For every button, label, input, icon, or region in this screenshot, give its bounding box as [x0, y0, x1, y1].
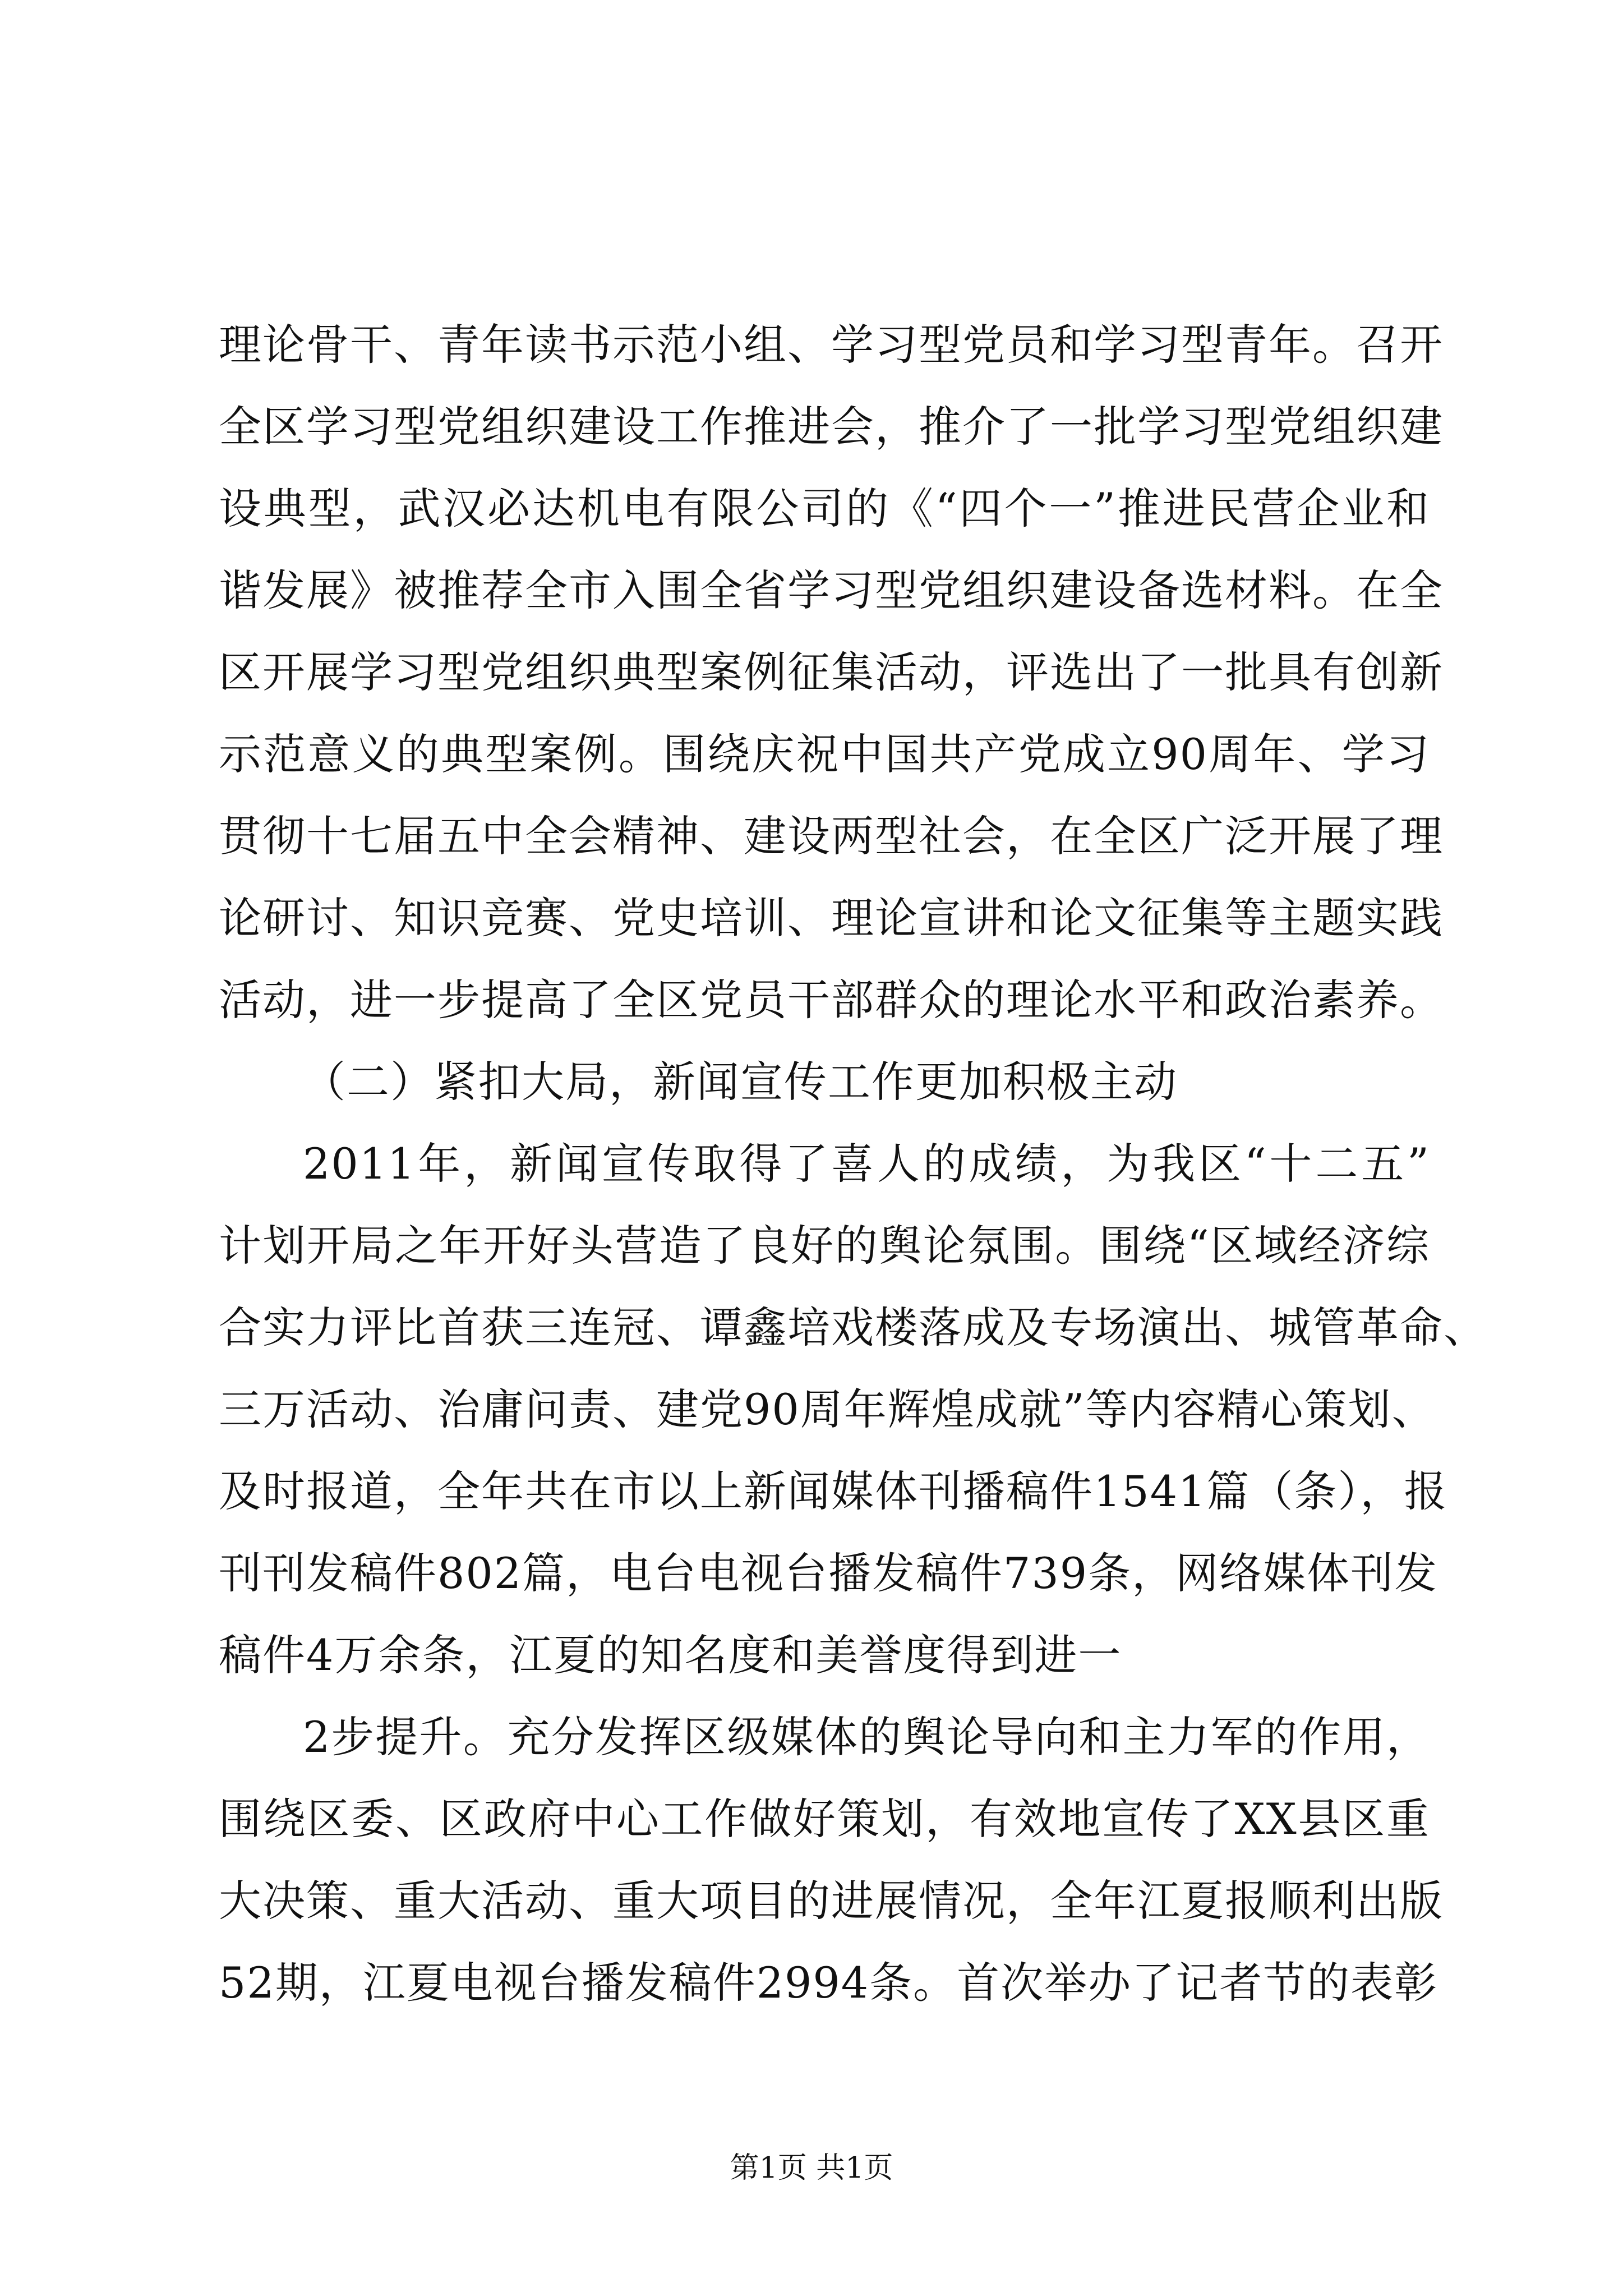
text-line: 及时报道，全年共在市以上新闻媒体刊播稿件1541篇（条），报 — [219, 1466, 1448, 1516]
text-line: 刊刊发稿件802篇，电台电视台播发稿件739条，网络媒体刊发 — [219, 1548, 1438, 1598]
text-line: 2011年，新闻宣传取得了喜人的成绩，为我区“十二五” — [303, 1139, 1430, 1189]
text-line: 示范意义的典型案例。围绕庆祝中国共产党成立90周年、学习 — [219, 729, 1430, 779]
text-line: 三万活动、治庸问责、建党90周年辉煌成就”等内容精心策划、 — [219, 1384, 1436, 1434]
text-line: 计划开局之年开好头营造了良好的舆论氛围。围绕“区域经济综 — [219, 1221, 1430, 1271]
text-line: 2步提升。充分发挥区级媒体的舆论导向和主力军的作用， — [303, 1712, 1430, 1762]
text-line: 区开展学习型党组织典型案例征集活动，评选出了一批具有创新 — [219, 647, 1444, 697]
text-line: 贯彻十七届五中全会精神、建设两型社会，在全区广泛开展了理 — [219, 811, 1444, 861]
text-line: 合实力评比首获三连冠、谭鑫培戏楼落成及专场演出、城管革命、 — [219, 1303, 1487, 1352]
text-line: 谐发展》被推荐全市入围全省学习型党组织建设备选材料。在全 — [219, 565, 1444, 615]
text-line: 全区学习型党组织建设工作推进会，推介了一批学习型党组织建 — [219, 402, 1444, 452]
text-line: 52期，江夏电视台播发稿件2994条。首次举办了记者节的表彰 — [219, 1958, 1438, 2008]
text-line: 设典型，武汉必达机电有限公司的《“四个一”推进民营企业和 — [219, 484, 1430, 533]
text-line: 大决策、重大活动、重大项目的进展情况，全年江夏报顺利出版 — [219, 1876, 1444, 1926]
text-line: 稿件4万余条，江夏的知名度和美誉度得到进一 — [219, 1630, 1122, 1680]
text-line: 围绕区委、区政府中心工作做好策划，有效地宣传了XX县区重 — [219, 1794, 1430, 1844]
text-line: 活动，进一步提高了全区党员干部群众的理论水平和政治素养。 — [219, 975, 1444, 1025]
text-line: 论研讨、知识竞赛、党史培训、理论宣讲和论文征集等主题实践 — [219, 893, 1444, 943]
section-heading: （二）紧扣大局，新闻宣传工作更加积极主动 — [303, 1057, 1178, 1107]
page-footer: 第1页 共1页 — [730, 2151, 893, 2185]
text-line: 理论骨干、青年读书示范小组、学习型党员和学习型青年。召开 — [219, 320, 1444, 370]
